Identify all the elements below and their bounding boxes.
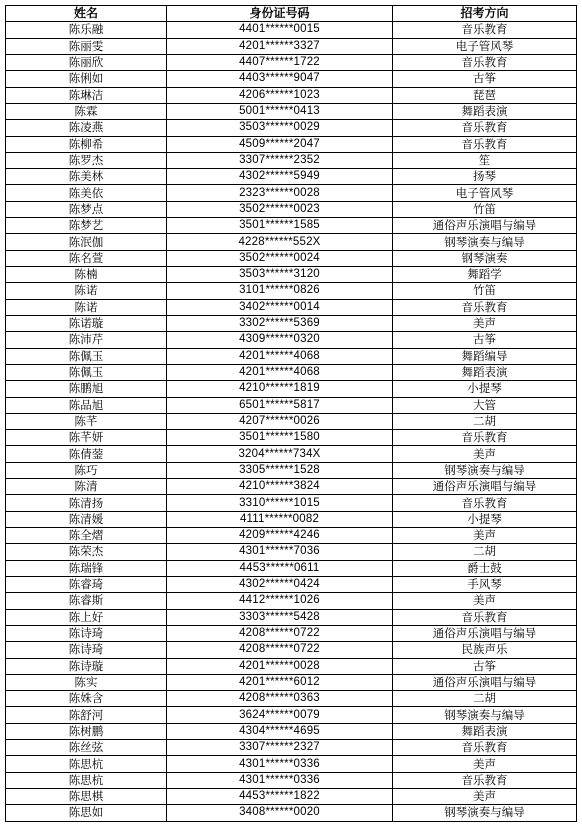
table-row <box>6 283 577 299</box>
cell-major: 美声 <box>393 315 577 331</box>
cell-major: 二胡 <box>393 413 577 429</box>
cell-id-number: 4208******0722 <box>167 642 393 658</box>
table-row <box>6 462 577 478</box>
cell-id-number: 3303******5428 <box>167 609 393 625</box>
table-row <box>6 528 577 544</box>
cell-major: 音乐教育 <box>393 430 577 446</box>
table-row <box>6 625 577 641</box>
cell-name: 陈美林 <box>6 169 167 185</box>
cell-name: 陈柳希 <box>6 136 167 152</box>
header-major: 招考方向 <box>393 6 577 22</box>
cell-name: 陈瑞锋 <box>6 560 167 576</box>
cell-id-number: 3408******0020 <box>167 805 393 821</box>
cell-name: 陈诺 <box>6 299 167 315</box>
table-row <box>6 397 577 413</box>
cell-name: 陈俐如 <box>6 71 167 87</box>
table-body <box>6 22 577 821</box>
cell-id-number: 4302******0424 <box>167 576 393 592</box>
table-row <box>6 805 577 821</box>
cell-id-number: 2323******0028 <box>167 185 393 201</box>
cell-id-number: 4201******3327 <box>167 38 393 54</box>
cell-id-number: 4111******0082 <box>167 511 393 527</box>
cell-name: 陈丝弦 <box>6 740 167 756</box>
table-row <box>6 120 577 136</box>
table-row <box>6 185 577 201</box>
cell-id-number: 4407******1722 <box>167 54 393 70</box>
cell-id-number: 3101******0826 <box>167 283 393 299</box>
cell-id-number: 3302******5369 <box>167 315 393 331</box>
cell-id-number: 4309******0320 <box>167 332 393 348</box>
table-row <box>6 756 577 772</box>
cell-major: 美声 <box>393 446 577 462</box>
table-row <box>6 430 577 446</box>
table-row <box>6 22 577 38</box>
cell-major: 音乐教育 <box>393 54 577 70</box>
cell-name: 陈霖 <box>6 103 167 119</box>
cell-id-number: 3503******0029 <box>167 120 393 136</box>
cell-name: 陈睿琦 <box>6 576 167 592</box>
cell-id-number: 4301******0336 <box>167 772 393 788</box>
cell-major: 舞蹈表演 <box>393 103 577 119</box>
table-row <box>6 169 577 185</box>
cell-id-number: 3503******3120 <box>167 267 393 283</box>
cell-id-number: 3501******1585 <box>167 218 393 234</box>
table-row <box>6 218 577 234</box>
cell-major: 音乐教育 <box>393 609 577 625</box>
cell-id-number: 4509******2047 <box>167 136 393 152</box>
cell-name: 陈倩蓥 <box>6 446 167 462</box>
cell-id-number: 4206******1023 <box>167 87 393 103</box>
header-id-number: 身份证号码 <box>167 6 393 22</box>
cell-name: 陈诺 <box>6 283 167 299</box>
cell-name: 陈鹏旭 <box>6 381 167 397</box>
table-row <box>6 658 577 674</box>
table-row <box>6 152 577 168</box>
cell-id-number: 4208******0363 <box>167 691 393 707</box>
cell-major: 通俗声乐演唱与编导 <box>393 218 577 234</box>
cell-name: 陈诗璇 <box>6 658 167 674</box>
table-row <box>6 71 577 87</box>
table-row <box>6 103 577 119</box>
table-row <box>6 576 577 592</box>
cell-name: 陈思如 <box>6 805 167 821</box>
table-row <box>6 674 577 690</box>
cell-id-number: 4403******9047 <box>167 71 393 87</box>
cell-name: 陈丽欣 <box>6 54 167 70</box>
cell-id-number: 4401******0015 <box>167 22 393 38</box>
cell-name: 陈梦艺 <box>6 218 167 234</box>
cell-id-number: 4453******1822 <box>167 789 393 805</box>
cell-major: 通俗声乐演唱与编导 <box>393 674 577 690</box>
table-row <box>6 707 577 723</box>
table-row <box>6 479 577 495</box>
cell-id-number: 3307******2327 <box>167 740 393 756</box>
table-row <box>6 315 577 331</box>
cell-major: 电子管风琴 <box>393 185 577 201</box>
cell-name: 陈睿斯 <box>6 593 167 609</box>
cell-name: 陈佩玉 <box>6 348 167 364</box>
cell-name: 陈全熠 <box>6 528 167 544</box>
cell-name: 陈诗琦 <box>6 625 167 641</box>
cell-major: 通俗声乐演唱与编导 <box>393 479 577 495</box>
cell-name: 陈思杭 <box>6 756 167 772</box>
table-row <box>6 446 577 462</box>
cell-major: 手风琴 <box>393 576 577 592</box>
cell-id-number: 4201******4068 <box>167 348 393 364</box>
cell-major: 二胡 <box>393 691 577 707</box>
cell-major: 音乐教育 <box>393 772 577 788</box>
table-row <box>6 234 577 250</box>
cell-id-number: 3310******1015 <box>167 495 393 511</box>
cell-major: 音乐教育 <box>393 299 577 315</box>
cell-name: 陈楠 <box>6 267 167 283</box>
table-row <box>6 136 577 152</box>
cell-name: 陈实 <box>6 674 167 690</box>
header-row <box>6 6 577 22</box>
cell-major: 钢琴演奏与编导 <box>393 462 577 478</box>
cell-name: 陈乐融 <box>6 22 167 38</box>
cell-name: 陈巧 <box>6 462 167 478</box>
cell-id-number: 4453******0611 <box>167 560 393 576</box>
table-row <box>6 348 577 364</box>
cell-name: 陈美依 <box>6 185 167 201</box>
table-row <box>6 772 577 788</box>
cell-major: 扬琴 <box>393 169 577 185</box>
cell-id-number: 4201******0028 <box>167 658 393 674</box>
cell-name: 陈沛芹 <box>6 332 167 348</box>
cell-id-number: 4210******1819 <box>167 381 393 397</box>
cell-major: 二胡 <box>393 544 577 560</box>
table-row <box>6 201 577 217</box>
table-row <box>6 723 577 739</box>
cell-id-number: 4208******0722 <box>167 625 393 641</box>
cell-name: 陈品旭 <box>6 397 167 413</box>
table-row <box>6 250 577 266</box>
table-row <box>6 544 577 560</box>
cell-name: 陈清媛 <box>6 511 167 527</box>
cell-name: 陈清扬 <box>6 495 167 511</box>
cell-name: 陈上好 <box>6 609 167 625</box>
table-row <box>6 511 577 527</box>
cell-name: 陈诺璇 <box>6 315 167 331</box>
cell-id-number: 5001******0413 <box>167 103 393 119</box>
cell-major: 古筝 <box>393 71 577 87</box>
cell-major: 通俗声乐演唱与编导 <box>393 625 577 641</box>
cell-major: 古筝 <box>393 332 577 348</box>
cell-major: 笙 <box>393 152 577 168</box>
cell-major: 电子管风琴 <box>393 38 577 54</box>
cell-major: 钢琴演奏与编导 <box>393 805 577 821</box>
table-row <box>6 740 577 756</box>
cell-id-number: 4412******1026 <box>167 593 393 609</box>
cell-name: 陈思杭 <box>6 772 167 788</box>
cell-id-number: 4201******4068 <box>167 364 393 380</box>
cell-id-number: 3501******1580 <box>167 430 393 446</box>
cell-id-number: 4228******552X <box>167 234 393 250</box>
cell-major: 音乐教育 <box>393 740 577 756</box>
cell-major: 舞蹈表演 <box>393 723 577 739</box>
cell-major: 竹笛 <box>393 283 577 299</box>
table-row <box>6 299 577 315</box>
cell-id-number: 3502******0023 <box>167 201 393 217</box>
table-row <box>6 332 577 348</box>
cell-name: 陈舒河 <box>6 707 167 723</box>
cell-name: 陈芊 <box>6 413 167 429</box>
cell-name: 陈丽雯 <box>6 38 167 54</box>
cell-major: 大管 <box>393 397 577 413</box>
cell-name: 陈梦点 <box>6 201 167 217</box>
cell-major: 古筝 <box>393 658 577 674</box>
cell-id-number: 4304******4695 <box>167 723 393 739</box>
cell-id-number: 4302******5949 <box>167 169 393 185</box>
cell-id-number: 3307******2352 <box>167 152 393 168</box>
cell-name: 陈芊妍 <box>6 430 167 446</box>
cell-id-number: 6501******5817 <box>167 397 393 413</box>
cell-major: 舞蹈编导 <box>393 348 577 364</box>
cell-name: 陈泯伽 <box>6 234 167 250</box>
cell-major: 竹笛 <box>393 201 577 217</box>
cell-major: 舞蹈学 <box>393 267 577 283</box>
cell-major: 琵琶 <box>393 87 577 103</box>
applicant-table <box>5 5 577 822</box>
cell-id-number: 4207******0026 <box>167 413 393 429</box>
table-row <box>6 38 577 54</box>
cell-major: 钢琴演奏与编导 <box>393 707 577 723</box>
table-row <box>6 609 577 625</box>
cell-name: 陈罗杰 <box>6 152 167 168</box>
table-row <box>6 54 577 70</box>
cell-major: 小提琴 <box>393 511 577 527</box>
table-row <box>6 789 577 805</box>
cell-id-number: 3502******0024 <box>167 250 393 266</box>
cell-name: 陈名萱 <box>6 250 167 266</box>
cell-name: 陈佩玉 <box>6 364 167 380</box>
cell-id-number: 3624******0079 <box>167 707 393 723</box>
cell-name: 陈诗琦 <box>6 642 167 658</box>
table-row <box>6 87 577 103</box>
cell-major: 民族声乐 <box>393 642 577 658</box>
cell-major: 钢琴演奏与编导 <box>393 234 577 250</box>
cell-name: 陈清 <box>6 479 167 495</box>
cell-major: 美声 <box>393 789 577 805</box>
cell-major: 美声 <box>393 756 577 772</box>
table-row <box>6 593 577 609</box>
cell-name: 陈凌燕 <box>6 120 167 136</box>
cell-major: 音乐教育 <box>393 136 577 152</box>
cell-major: 音乐教育 <box>393 495 577 511</box>
cell-major: 爵士鼓 <box>393 560 577 576</box>
table-row <box>6 267 577 283</box>
cell-id-number: 3305******1528 <box>167 462 393 478</box>
cell-name: 陈琳洁 <box>6 87 167 103</box>
cell-major: 音乐教育 <box>393 22 577 38</box>
cell-major: 舞蹈表演 <box>393 364 577 380</box>
cell-id-number: 3402******0014 <box>167 299 393 315</box>
cell-major: 音乐教育 <box>393 120 577 136</box>
table-row <box>6 381 577 397</box>
table-row <box>6 642 577 658</box>
cell-major: 美声 <box>393 593 577 609</box>
table-row <box>6 495 577 511</box>
cell-name: 陈荣杰 <box>6 544 167 560</box>
cell-id-number: 4210******3824 <box>167 479 393 495</box>
cell-name: 陈姝含 <box>6 691 167 707</box>
cell-id-number: 4209******4246 <box>167 528 393 544</box>
table-row <box>6 364 577 380</box>
cell-name: 陈树鹏 <box>6 723 167 739</box>
cell-major: 小提琴 <box>393 381 577 397</box>
cell-id-number: 3204******734X <box>167 446 393 462</box>
cell-id-number: 4301******0336 <box>167 756 393 772</box>
header-name: 姓名 <box>6 6 167 22</box>
cell-id-number: 4201******6012 <box>167 674 393 690</box>
table-row <box>6 691 577 707</box>
table-row <box>6 560 577 576</box>
cell-id-number: 4301******7036 <box>167 544 393 560</box>
cell-major: 钢琴演奏 <box>393 250 577 266</box>
table-row <box>6 413 577 429</box>
cell-major: 美声 <box>393 528 577 544</box>
cell-name: 陈思棋 <box>6 789 167 805</box>
